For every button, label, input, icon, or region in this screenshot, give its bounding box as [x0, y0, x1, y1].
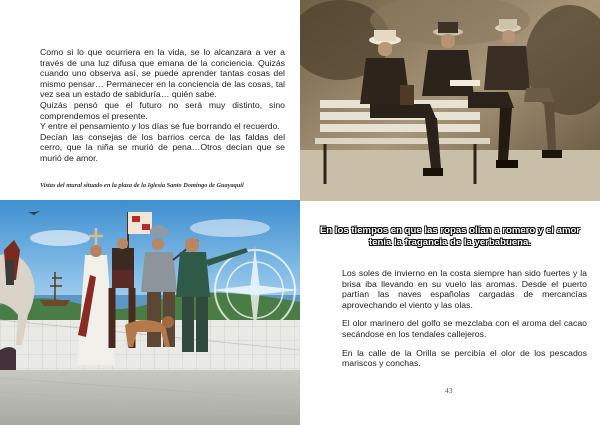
page-number: 43 — [445, 386, 453, 395]
left-paragraph-2: Quizás pensó que el futuro no será muy distinto, sino comprendemos el presente. — [40, 99, 285, 121]
mural-caption: Vistas del mural situado en la plaza de la Iglesia Santo Domingo de Guayaquil — [40, 182, 244, 189]
left-paragraph-3: Y entre el pensamiento y los días se fue borrando el recuerdo. — [40, 121, 280, 132]
left-paragraph-1: Como si lo que ocurriera en la vida, se lo alcanzara a ver a través de una luz difusa que emana de la conciencia. Quizás cuando uno observa así, se puede aprender tantas cosas del mismo pensar… Permanecer en la conciencia de las cosas, tal vez sea un estado de sabiduría… quién sabe. — [40, 47, 285, 100]
right-page — [300, 0, 600, 425]
section-heading: En los tiempos en que las ropas olían a romero y el amor tenía la fragancia de la yerbabuena. — [319, 225, 581, 248]
right-paragraph-1: Los soles de invierno en la costa siempre han sido fuertes y la brisa iba llevando en su vuelo las aromas. Desde el puerto partían las naves españolas cargadas de mercancías aprovechando el viento y las olas. — [342, 268, 587, 310]
sepia-photo — [300, 0, 600, 201]
right-body-text — [342, 268, 587, 377]
mural-photo — [0, 200, 300, 425]
left-paragraph-4: Decían las consejas de los barrios cerca de las faldas del cerro, que la niña se murió de pena…Otros decían que se murió de amor. — [40, 131, 285, 163]
left-body-text — [40, 47, 285, 164]
right-paragraph-2: El olor marinero del golfo se mezclaba con el aroma del cacao secándose en los tendales callejeros. — [342, 318, 587, 339]
right-paragraph-3: En la calle de la Orilla se percibía el olor de los pescados mariscos y conchas. — [342, 347, 587, 369]
